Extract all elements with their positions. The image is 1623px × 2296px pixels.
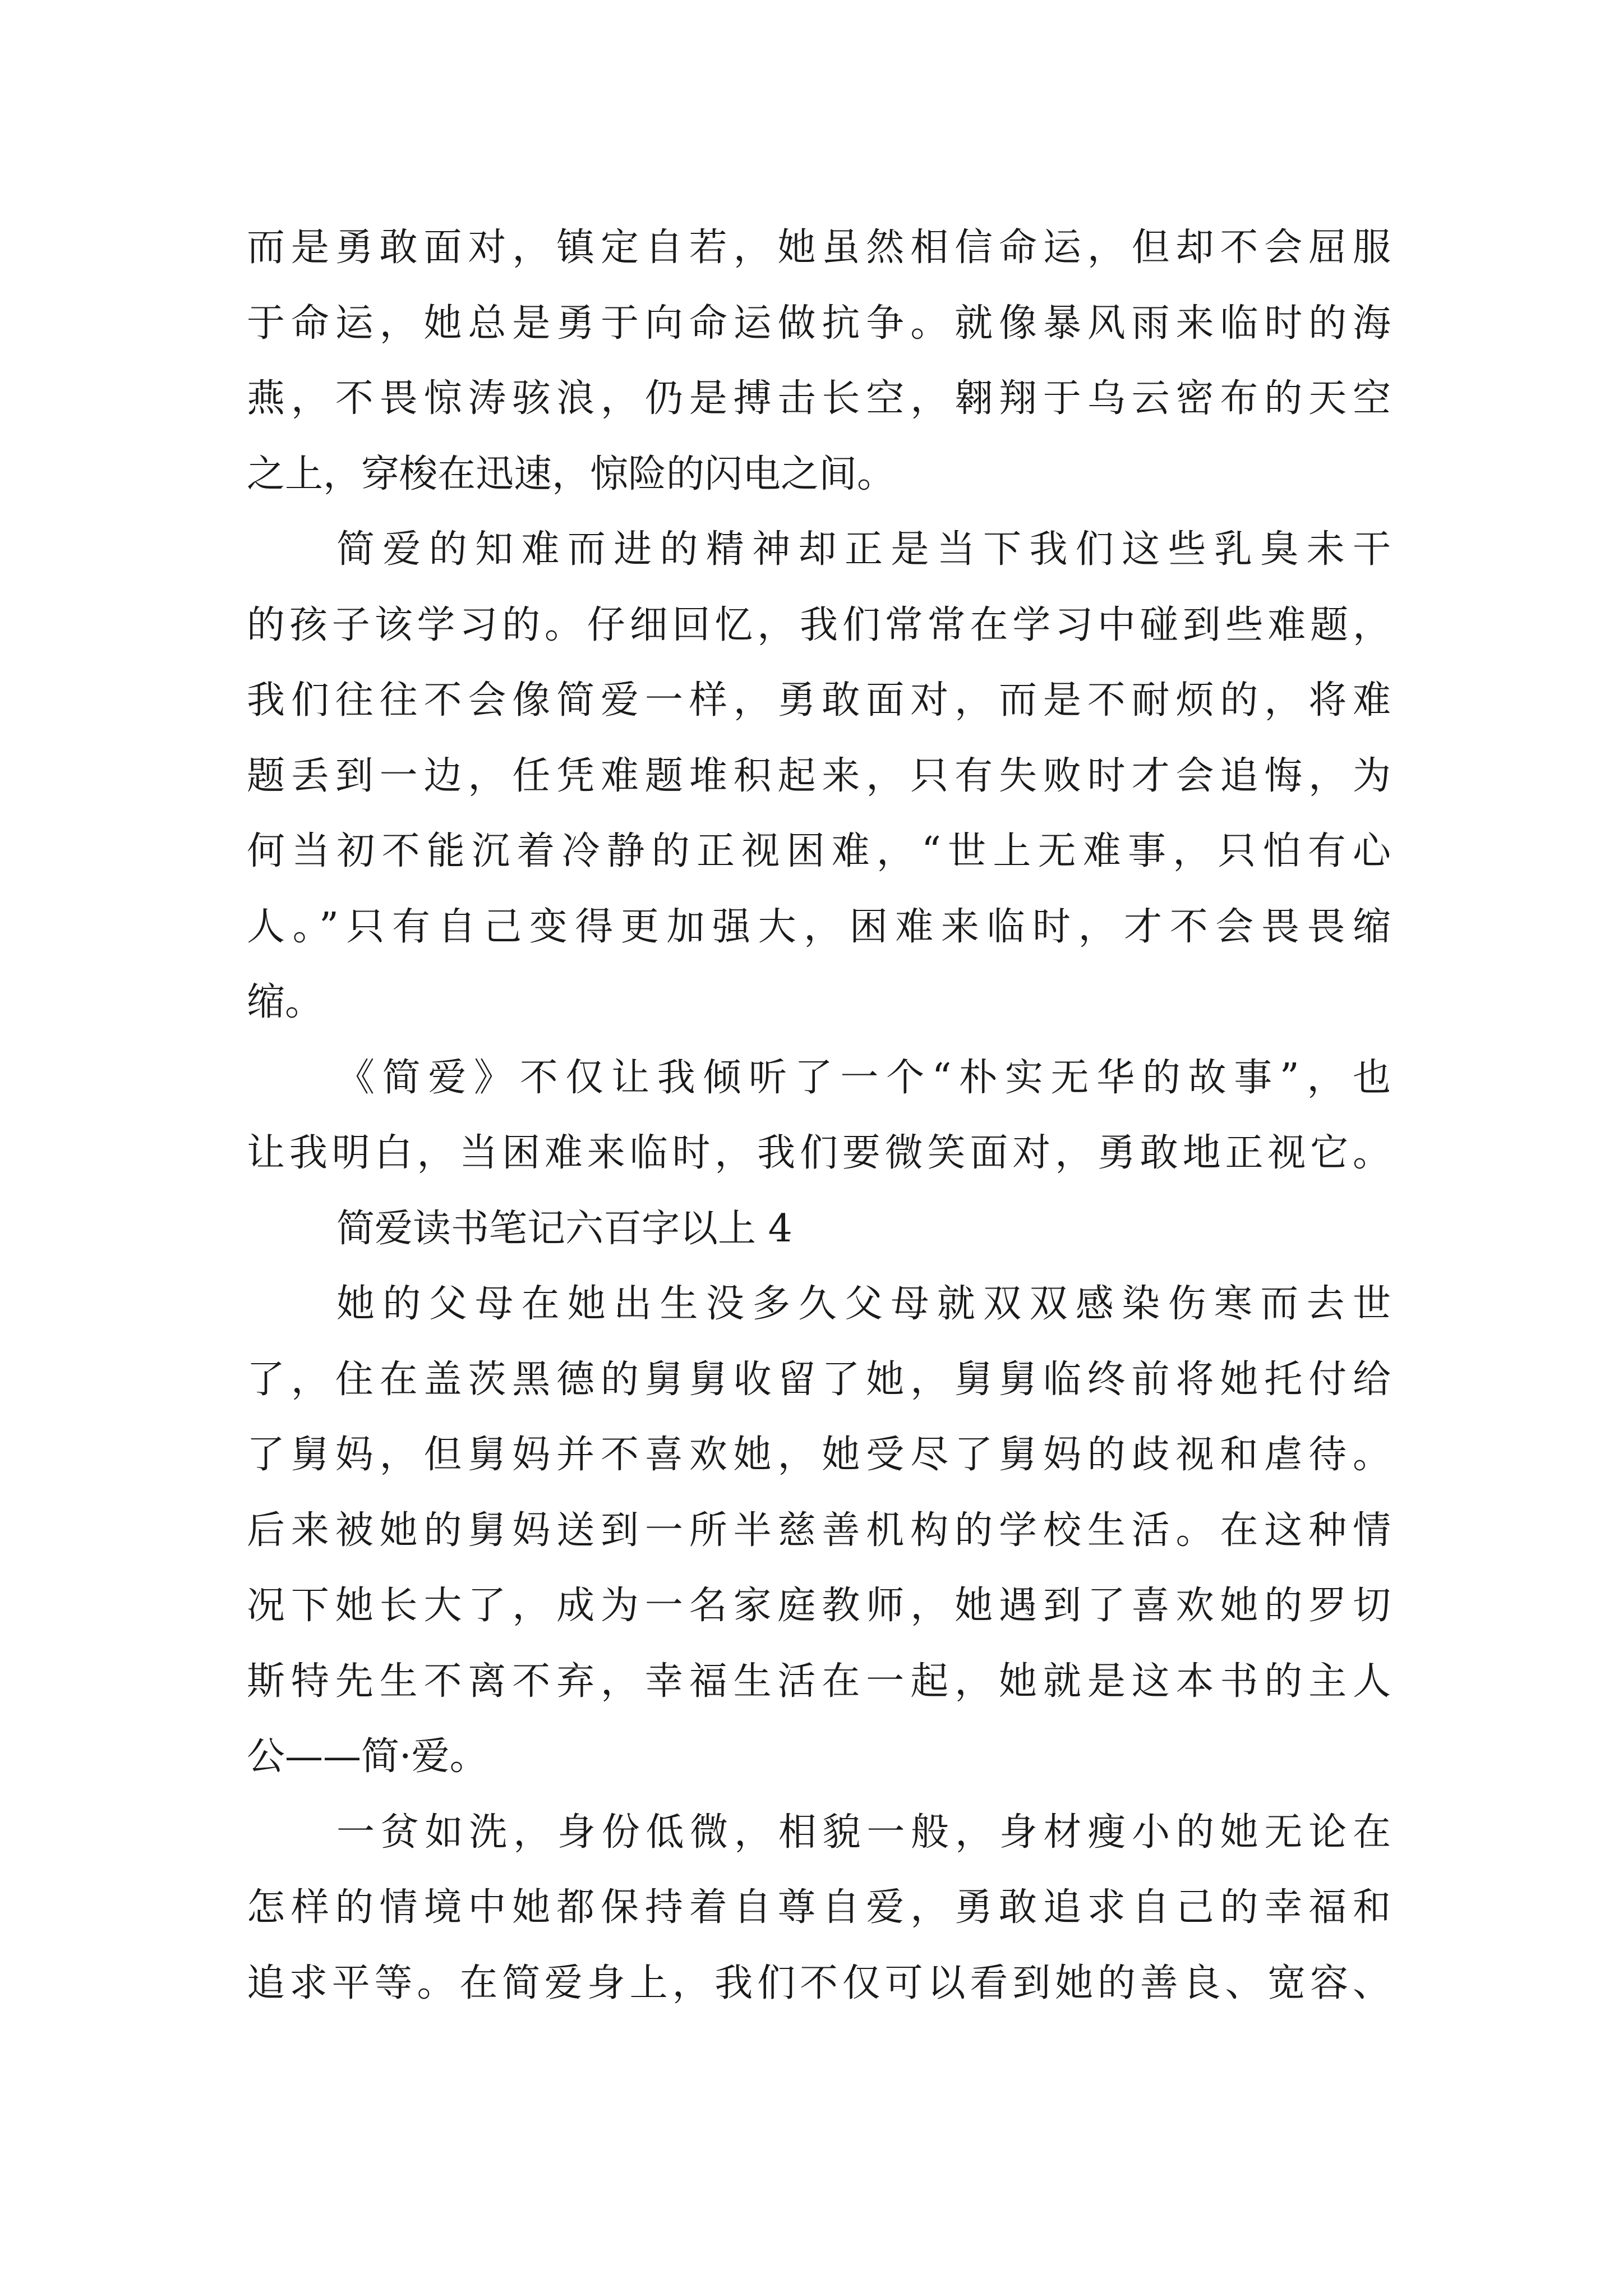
paragraph-first-line: 《简爱》不仅让我倾听了一个“朴实无华的故事”，也 xyxy=(336,1056,1391,1100)
text-line: 了舅妈，但舅妈并不喜欢她，她受尽了舅妈的歧视和虐待。 xyxy=(247,1433,1391,1477)
text-line: 的孩子该学习的。仔细回忆，我们常常在学习中碰到些难题， xyxy=(247,603,1391,647)
section-heading: 简爱读书笔记六百字以上 4 xyxy=(336,1207,792,1251)
text-line: 于命运，她总是勇于向命运做抗争。就像暴风雨来临时的海 xyxy=(247,301,1391,346)
text-line: 了，住在盖茨黑德的舅舅收留了她，舅舅临终前将她托付给 xyxy=(247,1358,1391,1402)
paragraph-first-line: 她的父母在她出生没多久父母就双双感染伤寒而去世 xyxy=(336,1282,1391,1326)
text-line: 公——简·爱。 xyxy=(247,1734,488,1779)
text-line: 何当初不能沉着冷静的正视困难，“世上无难事，只怕有心 xyxy=(247,829,1391,873)
text-line: 题丢到一边，任凭难题堆积起来，只有失败时才会追悔，为 xyxy=(247,754,1391,798)
text-line: 怎样的情境中她都保持着自尊自爱，勇敢追求自己的幸福和 xyxy=(247,1885,1391,1930)
paragraph-first-line: 简爱的知难而进的精神却正是当下我们这些乳臭未干 xyxy=(336,527,1391,572)
text-line: 缩。 xyxy=(247,980,324,1024)
paragraph-first-line: 一贫如洗，身份低微，相貌一般，身材瘦小的她无论在 xyxy=(336,1810,1391,1855)
text-line: 我们往往不会像简爱一样，勇敢面对，而是不耐烦的，将难 xyxy=(247,678,1391,723)
text-line: 后来被她的舅妈送到一所半慈善机构的学校生活。在这种情 xyxy=(247,1508,1391,1553)
text-line: 而是勇敢面对，镇定自若，她虽然相信命运，但却不会屈服 xyxy=(247,226,1391,270)
text-line: 人。”只有自己变得更加强大，困难来临时，才不会畏畏缩 xyxy=(247,905,1391,949)
text-line: 让我明白，当困难来临时，我们要微笑面对，勇敢地正视它。 xyxy=(247,1131,1391,1175)
text-line: 斯特先生不离不弃，幸福生活在一起，她就是这本书的主人 xyxy=(247,1659,1391,1704)
text-line: 追求平等。在简爱身上，我们不仅可以看到她的善良、宽容、 xyxy=(247,1961,1391,2005)
text-line: 之上，穿梭在迅速，惊险的闪电之间。 xyxy=(247,452,896,496)
text-line: 况下她长大了，成为一名家庭教师，她遇到了喜欢她的罗切 xyxy=(247,1584,1391,1628)
text-line: 燕，不畏惊涛骇浪，仍是搏击长空，翱翔于乌云密布的天空 xyxy=(247,376,1391,421)
